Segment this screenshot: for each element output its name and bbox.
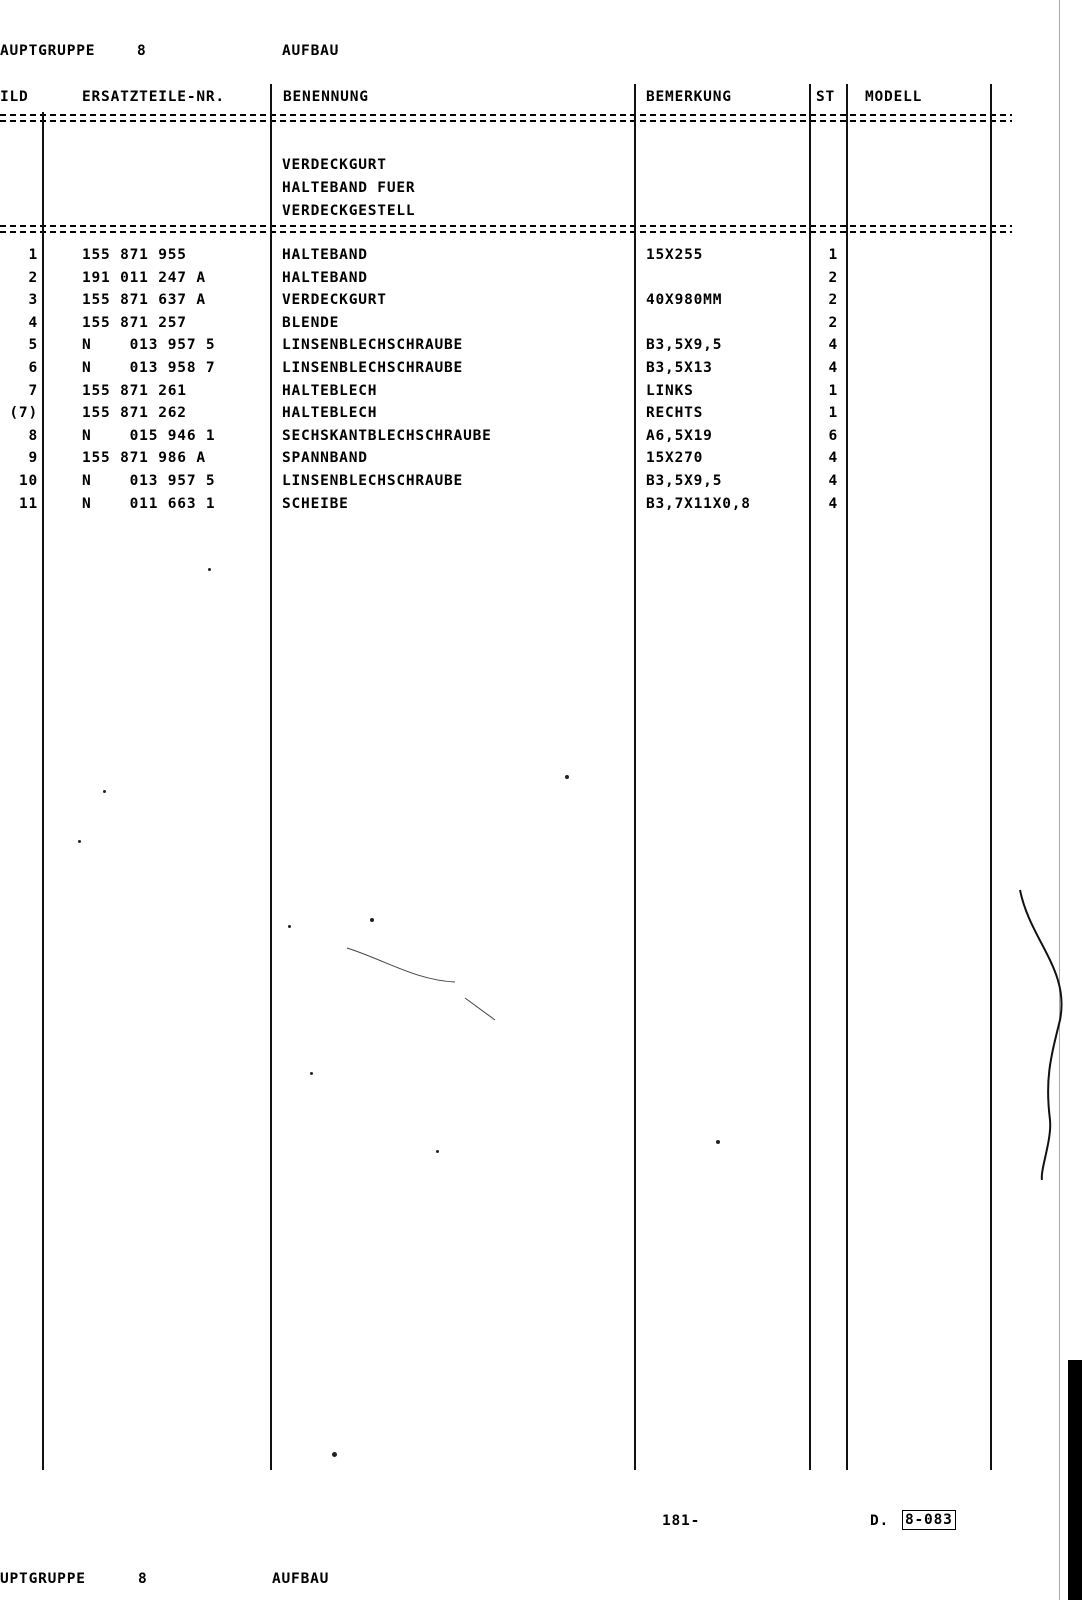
row-bild: 7 <box>28 383 38 399</box>
speck <box>288 925 291 928</box>
column-rule-6 <box>990 84 992 1470</box>
col-header-benennung: BENENNUNG <box>283 89 369 105</box>
speck <box>103 790 106 793</box>
row-part-number: N 011 663 1 <box>82 496 216 512</box>
row-bild: 11 <box>18 496 38 512</box>
row-benennung: HALTEBAND <box>282 247 368 263</box>
page-code: 8-083 <box>902 1510 956 1530</box>
row-bild: 8 <box>28 428 38 444</box>
row-st: 2 <box>828 270 838 286</box>
intro-line: VERDECKGURT <box>282 157 387 173</box>
row-st: 2 <box>828 292 838 308</box>
header-separator <box>0 114 1012 122</box>
speck <box>370 918 374 922</box>
page-title: AUFBAU <box>282 43 340 59</box>
intro-line: HALTEBAND FUER <box>282 180 416 196</box>
row-st: 2 <box>828 315 838 331</box>
row-benennung: LINSENBLECHSCHRAUBE <box>282 360 464 376</box>
row-benennung: HALTEBLECH <box>282 405 378 421</box>
column-rule-3 <box>634 84 636 1470</box>
row-bemerkung: B3,7X11X0,8 <box>646 496 751 512</box>
scan-scratch <box>345 940 505 1030</box>
row-bild: 5 <box>28 337 38 353</box>
row-part-number: N 013 957 5 <box>82 337 216 353</box>
row-benennung: LINSENBLECHSCHRAUBE <box>282 337 464 353</box>
row-st: 1 <box>828 383 838 399</box>
row-bemerkung: B3,5X9,5 <box>646 337 723 353</box>
hauptgruppe-number: 8 <box>137 43 147 59</box>
row-bemerkung: A6,5X19 <box>646 428 713 444</box>
row-st: 4 <box>828 496 838 512</box>
speck <box>78 840 81 843</box>
speck <box>436 1150 439 1153</box>
row-bild: 2 <box>28 270 38 286</box>
row-bild: 1 <box>28 247 38 263</box>
row-st: 1 <box>828 247 838 263</box>
column-rule-2 <box>270 84 272 1470</box>
speck <box>716 1140 720 1144</box>
row-part-number: 191 011 247 A <box>82 270 206 286</box>
row-bild: 9 <box>28 450 38 466</box>
row-bild: 10 <box>18 473 38 489</box>
row-benennung: BLENDE <box>282 315 340 331</box>
speck <box>208 568 211 571</box>
row-st: 4 <box>828 450 838 466</box>
row-part-number: N 015 946 1 <box>82 428 216 444</box>
row-st: 4 <box>828 473 838 489</box>
row-st: 6 <box>828 428 838 444</box>
col-header-st: ST <box>816 89 836 105</box>
row-benennung: SECHSKANTBLECHSCHRAUBE <box>282 428 492 444</box>
row-part-number: 155 871 257 <box>82 315 206 331</box>
col-header-bild: ILD <box>0 89 29 105</box>
row-benennung: HALTEBLECH <box>282 383 378 399</box>
row-bild: (7) <box>9 405 38 421</box>
row-part-number: N 013 958 7 <box>82 360 216 376</box>
speck <box>565 775 569 779</box>
row-part-number: 155 871 262 <box>82 405 206 421</box>
row-bild: 6 <box>28 360 38 376</box>
column-rule-5 <box>846 84 848 1470</box>
intro-line: VERDECKGESTELL <box>282 203 416 219</box>
row-part-number: N 013 957 5 <box>82 473 216 489</box>
row-st: 4 <box>828 360 838 376</box>
col-header-bemerkung: BEMERKUNG <box>646 89 732 105</box>
hauptgruppe-label: AUPTGRUPPE <box>0 43 96 59</box>
row-st: 1 <box>828 405 838 421</box>
row-benennung: LINSENBLECHSCHRAUBE <box>282 473 464 489</box>
row-bemerkung: 40X980MM <box>646 292 723 308</box>
row-bemerkung: 15X255 <box>646 247 704 263</box>
row-part-number: 155 871 637 A <box>82 292 206 308</box>
speck <box>332 1452 337 1457</box>
intro-separator <box>0 225 1012 233</box>
scan-curl <box>1010 880 1080 1180</box>
row-bild: 4 <box>28 315 38 331</box>
row-part-number: 155 871 986 A <box>82 450 206 466</box>
row-bemerkung: B3,5X9,5 <box>646 473 723 489</box>
col-header-modell: MODELL <box>865 89 923 105</box>
next-hauptgruppe-label: UPTGRUPPE <box>0 1571 86 1587</box>
row-bild: 3 <box>28 292 38 308</box>
row-benennung: SPANNBAND <box>282 450 368 466</box>
speck <box>310 1072 313 1075</box>
code-prefix: D. <box>870 1513 890 1529</box>
row-bemerkung: 15X270 <box>646 450 704 466</box>
column-rule-1 <box>42 112 44 1470</box>
row-bemerkung: LINKS <box>646 383 694 399</box>
next-page-title: AUFBAU <box>272 1571 330 1587</box>
page-number: 181- <box>662 1513 701 1529</box>
row-part-number: 155 871 955 <box>82 247 206 263</box>
next-hauptgruppe-number: 8 <box>138 1571 148 1587</box>
row-part-number: 155 871 261 <box>82 383 206 399</box>
row-bemerkung: RECHTS <box>646 405 704 421</box>
row-st: 4 <box>828 337 838 353</box>
scan-shadow <box>1068 1360 1082 1600</box>
row-benennung: HALTEBAND <box>282 270 368 286</box>
row-benennung: VERDECKGURT <box>282 292 387 308</box>
row-bemerkung: B3,5X13 <box>646 360 713 376</box>
col-header-ersatzteile: ERSATZTEILE-NR. <box>82 89 225 105</box>
row-benennung: SCHEIBE <box>282 496 349 512</box>
